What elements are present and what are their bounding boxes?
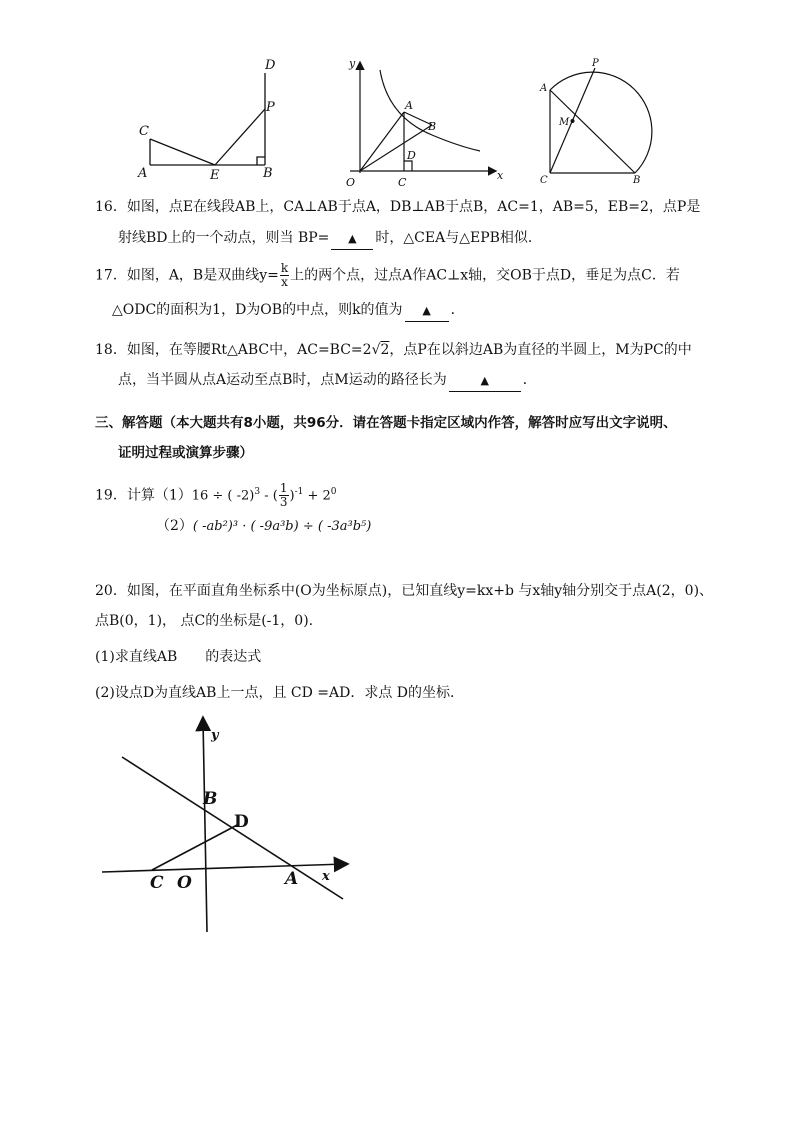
section3-heading-line2: 证明过程或演算步骤） <box>118 445 253 461</box>
label-C: C <box>150 873 164 893</box>
q20-line1: 20．如图，在平面直角坐标系中(O为坐标原点)，已知直线y=kx+b 与x轴y轴分别交于点A(2，0)、 <box>95 583 714 599</box>
label-B: B <box>428 120 437 133</box>
label-P: P <box>592 58 599 69</box>
label-A: A <box>540 83 548 94</box>
label-O: O <box>177 873 192 893</box>
label-D: D <box>265 58 276 73</box>
q20-part2: (2)设点D为直线AB上一点，且 CD =AD．求点 D的坐标． <box>95 685 465 701</box>
figure-q18 <box>535 55 665 185</box>
label-C: C <box>540 175 548 185</box>
q18-line1: 18．如图，在等腰Rt△ABC中，AC=BC=2√2，点P在以斜边AB为直径的半圆上，M为PC的中 <box>95 342 692 358</box>
label-P: P <box>266 100 275 115</box>
point-M <box>571 119 575 123</box>
label-B: B <box>633 175 641 185</box>
label-C: C <box>398 176 407 189</box>
answer-blank-q17[interactable]: ▲ <box>405 300 449 322</box>
label-y: y <box>349 57 356 70</box>
q20-part1: (1)求直线AB 的表达式 <box>95 649 262 665</box>
fraction-k-over-x: $\frac{k}{x}$ <box>280 261 289 289</box>
q17-line2: △ODC的面积为1，D为OB的中点，则k的值为 ▲ ． <box>112 300 465 322</box>
figure-q16 <box>135 55 285 180</box>
q18-line2: 点，当半圆从点A运动至点B时，点M运动的路径长为 ▲ ． <box>118 370 537 392</box>
q20-line2: 点B(0，1)， 点C的坐标是(-1，0). <box>95 613 314 629</box>
figure-q20 <box>95 712 360 937</box>
label-y: y <box>211 728 219 743</box>
q16-line2: 射线BD上的一个动点，则当 BP= ▲ 时，△CEA与△EPB相似． <box>118 228 542 250</box>
label-C: C <box>139 124 149 139</box>
label-x: x <box>497 169 504 182</box>
figure-q17 <box>340 55 510 190</box>
section3-heading-line1: 三、解答题（本大题共有8小题，共96分．请在答题卡指定区域内作答，解答时应写出文字说明、 <box>95 415 677 431</box>
answer-blank-q18[interactable]: ▲ <box>449 370 521 392</box>
answer-blank-q16[interactable]: ▲ <box>331 228 373 250</box>
fraction-one-third: $\frac{1}{3}$ <box>279 481 288 510</box>
q19-line1: 19．计算（1）16 ÷ ( -2)$^3$ - ( $\frac{1}{3}$ )$^{-1} + 2^0$ <box>95 481 337 510</box>
label-x: x <box>322 869 330 884</box>
label-B: B <box>263 166 273 180</box>
sqrt-symbol: √2 <box>371 342 390 358</box>
label-D: D <box>407 149 416 162</box>
q16-line1: 16．如图，点E在线段AB上，CA⊥AB于点A，DB⊥AB于点B，AC=1，AB=5，EB=2，点P是 <box>95 199 701 215</box>
label-B: B <box>203 789 218 809</box>
label-A: A <box>138 166 148 180</box>
label-M: M <box>559 117 570 128</box>
label-A: A <box>405 99 413 112</box>
q19-line2: （2）( -ab²)³ · ( -9a³b) ÷ ( -3a³b⁵) <box>156 518 372 534</box>
label-O: O <box>346 176 356 189</box>
q17-line1: 17．如图，A，B是双曲线y= $\frac{k}{x}$ 上的两个点，过点A作AC⊥x轴，交OB于点D，垂足为点C．若 <box>95 261 680 289</box>
label-E: E <box>210 168 220 180</box>
label-D: D <box>234 812 249 832</box>
label-A: A <box>285 869 299 889</box>
